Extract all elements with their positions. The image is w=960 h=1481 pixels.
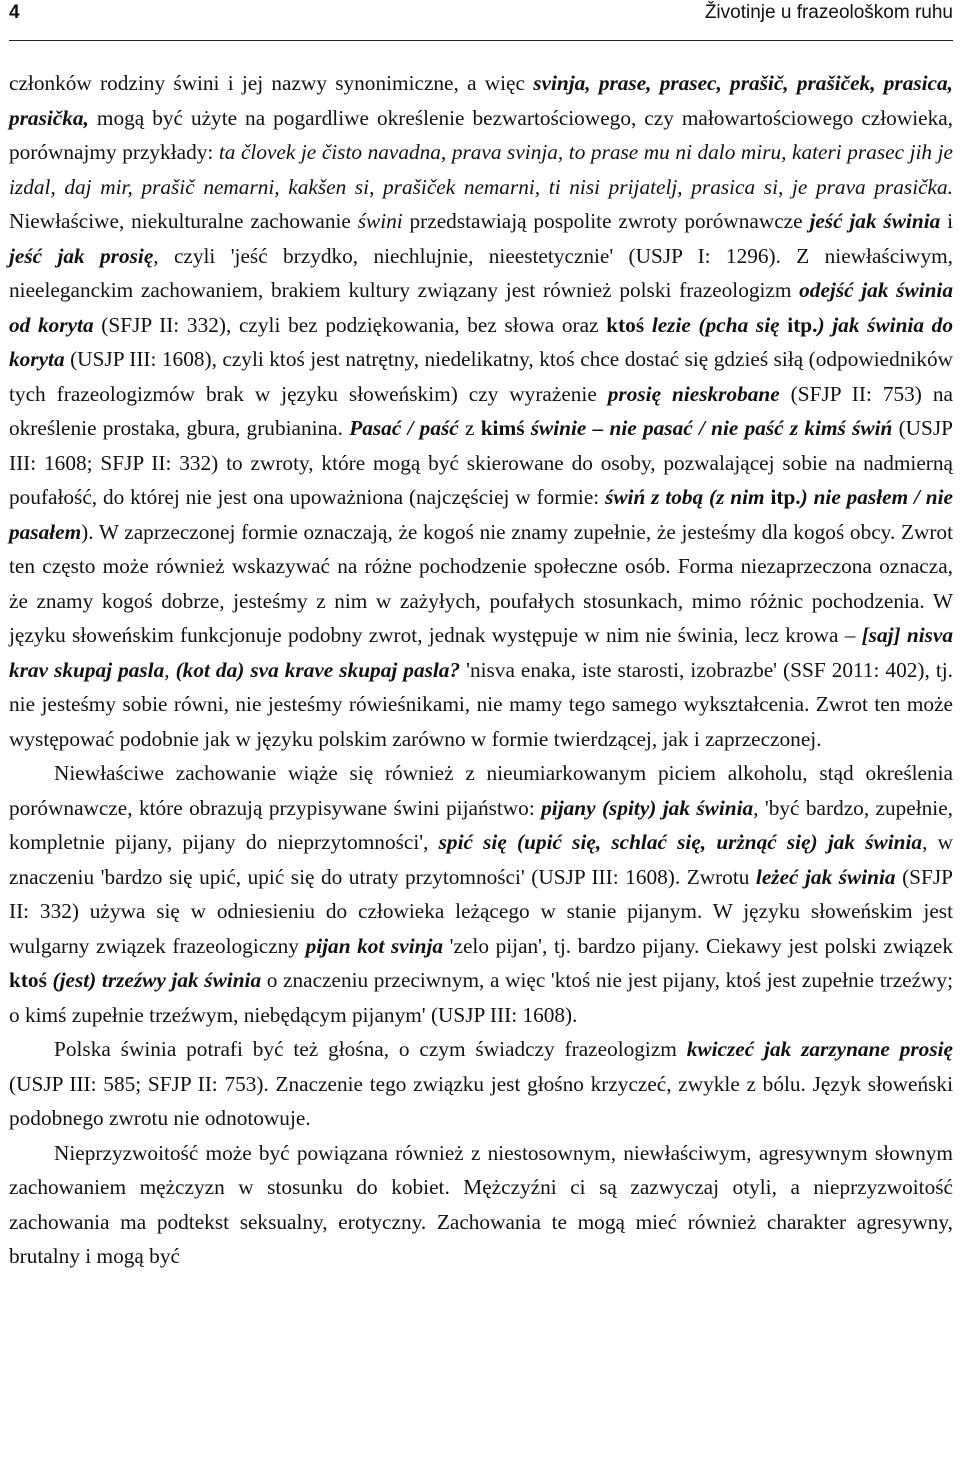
emphasis-run: lezie (pcha się — [651, 312, 780, 337]
text-run: (SFJP II: 332) używa się w odniesieniu do człowieka leżącego w stanie pijanym. W języku słoweńskim jest wulgarny związek frazeologiczny — [9, 864, 953, 958]
text-run: z — [458, 416, 481, 440]
text-run: (USJP III: 1608), czyli ktoś jest natrętny, niedelikatny, ktoś chce dostać się gdzieś siłą (odpowiedników tych frazeologizmów brak w języku słoweńskim) czy wyrażenie — [9, 347, 953, 406]
body-paragraph — [9, 1032, 953, 1136]
emphasis-run: kwiczeć jak zarzynane prosię — [686, 1037, 953, 1061]
text-run: o znaczeniu przeciwnym, a więc 'ktoś nie jest pijany, ktoś jest zupełnie trzeźwy; o kimś zupełnie trzeźwym, niebędącym pijanym' (USJP III: 1608). — [9, 968, 954, 1027]
text-run — [644, 313, 652, 337]
emphasis-run: pijany (spity) jak świnia — [541, 795, 754, 820]
emphasis-run: odejść jak świnia od koryta — [9, 278, 953, 337]
emphasis-run: kimś — [480, 416, 525, 440]
emphasis-run: ) jak świnia do koryta — [9, 312, 953, 371]
emphasis-run: Pasać / paść — [349, 416, 459, 440]
emphasis-run: leżeć jak świnia — [755, 864, 896, 889]
text-run: (SFJP II: 753) na określenie prostaka, gbura, grubianina. — [9, 381, 953, 440]
emphasis-run: jeść jak świnia — [809, 209, 941, 233]
emphasis-run: świnie – nie pasać / nie paść z kimś świń — [530, 416, 893, 440]
text-run: przedstawiają pospolite zwroty porównawcze — [402, 209, 810, 233]
emphasis-run: (kot da) sva krave skupaj pasla? — [175, 657, 461, 682]
text-run: , — [164, 657, 176, 682]
emphasis-run: ktoś — [9, 968, 47, 992]
text-run: 'zelo pijan', tj. bardzo pijany. Ciekawy jest polski związek — [443, 933, 953, 958]
emphasis-run: ktoś — [606, 312, 645, 337]
emphasis-run: itp. — [787, 312, 818, 337]
emphasis-run: spić się (upić się, schlać się, urżnąć się) jak świnia — [438, 830, 923, 854]
emphasis-run: (jest) trzeźwy jak świnia — [52, 968, 262, 992]
emphasis-run: pijan kot svinja — [305, 933, 444, 958]
text-run: członków rodziny świni i jej nazwy synonimiczne, a więc — [9, 71, 534, 95]
text-run: (SFJP II: 332), czyli bez podziękowania, bez słowa oraz — [93, 312, 607, 337]
body-paragraph — [9, 756, 953, 1032]
text-run: Polska świnia potrafi być też głośna, o czym świadczy frazeologizm — [54, 1037, 687, 1061]
emphasis-run: [saj] nisva krav skupaj pasla — [9, 623, 953, 682]
text-run: mogą być użyte na pogardliwe określenie bezwartościowego, czy małowartościowego człowieka, porównajmy przykłady: — [9, 105, 953, 164]
emphasis-run: świń z tobą (z nim — [605, 485, 765, 509]
body-paragraph — [9, 1136, 953, 1274]
text-run: Niewłaściwe, niekulturalne zachowanie — [9, 209, 358, 233]
text-run: Nieprzyzwoitość może być powiązana również z niestosownym, niewłaściwym, agresywnym słownym zachowaniem mężczyzn w stosunku do kobiet. Mężczyźni ci są zazwyczaj otyli, a nieprzyzwoitość zachowania ma podtekst seksualny, erotyczny. Zachowania te mogą mieć również charakter agresywny, brutalny i mogą być — [9, 1140, 953, 1268]
text-run: (USJP III: 585; SFJP II: 753). Znaczenie tego związku jest głośno krzyczeć, zwykle z bólu. Język słoweński podobnego zwrotu nie odnotowuje. — [9, 1071, 953, 1130]
text-run: (USJP III: 1608; SFJP II: 332) to zwroty, które mogą być skierowane do osoby, pozwalającej sobie na nadmierną poufałość, do której nie jest ona upoważniona (najczęściej w formie: — [9, 416, 954, 509]
text-run: ). W zaprzeczonej formie oznaczają, że kogoś nie znamy zupełnie, że jesteśmy dla kogoś obcy. Zwrot ten często może również wskazywać na różne pochodzenie społeczne osób. Forma niezaprzeczona oznacza, że znamy kogoś dobrze, jesteśmy z nim w zażyłych, poufałych stosunkach, mimo różnic pochodzenia. W języku słoweńskim funkcjonuje podobny zwrot, jednak występuje w nim nie świnia, lecz krowa – — [9, 519, 953, 647]
text-run: , czyli 'jeść brzydko, niechlujnie, nieestetycznie' (USJP I: 1296). Z niewłaściwym, nieeleganckim zachowaniem, brakiem kultury związany jest również polski frazeologizm — [9, 243, 953, 302]
body-paragraph — [9, 66, 953, 756]
emphasis-run: jeść jak prosię — [9, 243, 154, 268]
running-header — [9, 0, 953, 41]
body-text — [9, 66, 953, 1274]
text-run: i — [940, 209, 954, 233]
emphasis-run: itp. — [770, 485, 801, 509]
emphasis-run: prosię nieskrobane — [607, 381, 780, 406]
emphasis-run: ) nie pasłem / nie pasałem — [9, 485, 954, 544]
emphasis-run: ta človek je čisto navadna, prava svinja, to prase mu ni dalo miru, kateri prasec jih je izdal, daj mir, prašič nemarni, kakšen si, prašiček nemarni, ti nisi prijatelj, prasica si, je prava prasička. — [9, 140, 954, 199]
text-run: , w znaczeniu 'bardzo się upić, upić się do utraty przytomności' (USJP III: 1608). Zwrotu — [9, 830, 953, 889]
running-title: Životinje u frazeološkom ruhu — [704, 2, 953, 23]
text-run: 'nisva enaka, iste starosti, izobrazbe' (SSF 2011: 402), tj. nie jesteśmy sobie równi, nie jesteśmy rówieśnikami, nie mamy tego samego wykształcenia. Zwrot ten może występować podobnie jak w języku polskim zarówno w formie twierdzącej, jak i zaprzeczonej. — [9, 657, 953, 751]
emphasis-run: świni — [357, 209, 403, 233]
text-run: , 'być bardzo, zupełnie, kompletnie pijany, pijany do nieprzytomności', — [9, 795, 953, 854]
page-number: 4 — [9, 2, 20, 23]
text-run: Niewłaściwe zachowanie wiąże się również z nieumiarkowanym piciem alkoholu, stąd określenia porównawcze, które obrazują przypisywane świni pijaństwo: — [9, 761, 953, 820]
emphasis-run: svinja, prase, prasec, prašič, prašiček, prasica, prasička, — [9, 71, 953, 130]
